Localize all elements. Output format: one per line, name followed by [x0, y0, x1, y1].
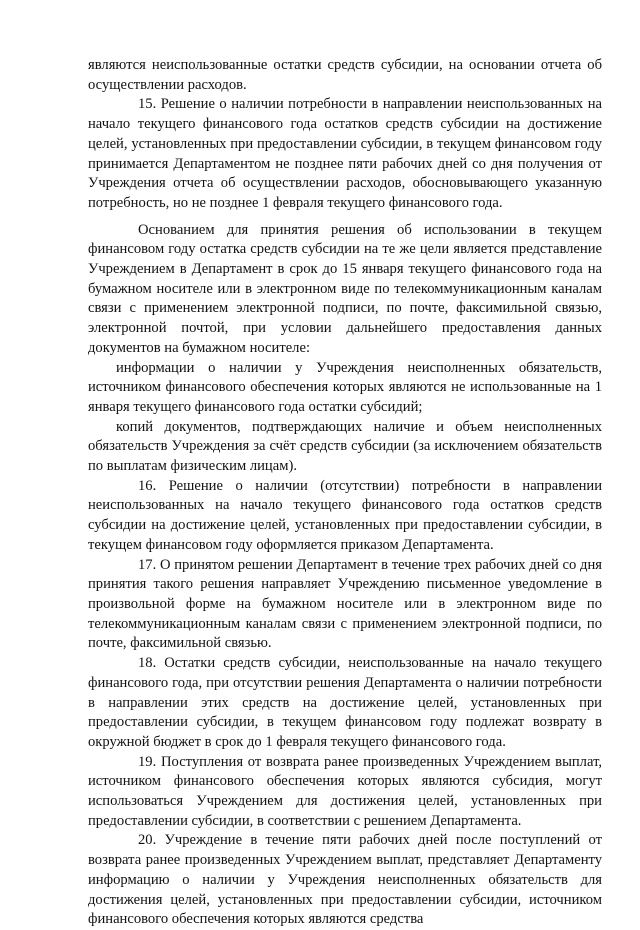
- paragraph-item-20: 20. Учреждение в течение пяти рабочих дней после поступлений от возврата ранее произведенных Учреждением выплат, представляет Департаменту информацию о наличии у Учреждения неисполненных обязательств для достижения целей, установленных при предоставлении субсидии, источником финансового обеспечения которых являются средства: [88, 832, 602, 928]
- paragraph-item-15: 15. Решение о наличии потребности в направлении неиспользованных на начало текущего финансового года остатков средств субсидии на достижение целей, установленных при предоставлении субсидии, в текущем финансовом году принимается Департаментом не позднее пяти рабочих дней со дня получения от Учреждения отчета об осуществлении расходов, обосновывающего указанную потребность, но не позднее 1 февраля текущего финансового года.: [88, 96, 602, 211]
- paragraph-item-19: 19. Поступления от возврата ранее произведенных Учреждением выплат, источником финансового обеспечения которых являются субсидия, могут использоваться Учреждением для достижения целей, установленных при предоставлении субсидии, в соответствии с решением Департамента.: [88, 753, 602, 829]
- paragraph-continuation: являются неиспользованные остатки средств субсидии, на основании отчета об осуществлении расходов.: [88, 57, 602, 93]
- paragraph-item-16: 16. Решение о наличии (отсутствии) потребности в направлении неиспользованных на начало текущего финансового года остатков средств субсидии на достижение целей, установленных при предоставлении субсидии, в текущем финансовом году оформляется приказом Департамента.: [88, 477, 602, 553]
- paragraph-item-15-info: информации о наличии у Учреждения неисполненных обязательств, источником финансового обеспечения которых являются не использованные на 1 января текущего финансового года остатки субсидий;: [88, 359, 602, 415]
- paragraph-item-18: 18. Остатки средств субсидии, неиспользованные на начало текущего финансового года, при отсутствии решения Департамента о наличии потребности в направлении этих средств на достижение целей, установленных при предоставлении субсидии, в текущем финансовом году подлежат возврату в окружной бюджет в срок до 1 февраля текущего финансового года.: [88, 655, 602, 750]
- paragraph-item-15-copies: копий документов, подтверждающих наличие и объем неисполненных обязательств Учреждения за счёт средств субсидии (за исключением обязательств по выплатам физическим лицам).: [88, 418, 602, 475]
- document-page: [88, 56, 602, 930]
- paragraph-item-17: 17. О принятом решении Департамент в течение трех рабочих дней со дня принятия такого решения направляет Учреждению письменное уведомление в произвольной форме на бумажном носителе или в электронном виде по телекоммуникационным каналам связи с применением электронной подписи, по почте, факсимильной связью.: [88, 556, 602, 652]
- paragraph-item-15-basis: Основанием для принятия решения об использовании в текущем финансовом году остатка средств субсидии на те же цели является представление Учреждением в Департамент в срок до 15 января текущего финансового года на бумажном носителе или в электронном виде по телекоммуникационным каналам связи с применением электронной подписи, по почте, факсимильной связью, электронной почтой, при условии дальнейшего предоставления данных документов на бумажном носителе:: [88, 221, 602, 356]
